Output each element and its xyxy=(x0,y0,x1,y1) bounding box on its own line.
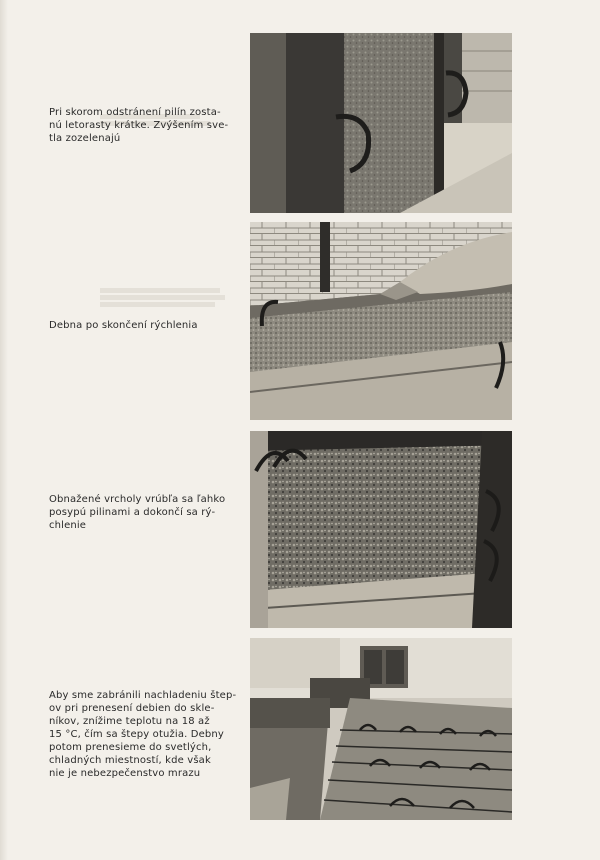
caption-line: níkov, znížime teplotu na 18 až xyxy=(49,716,210,727)
caption-line: 15 °C, čím sa štepy otužia. Debny xyxy=(49,729,224,740)
photo-box-side xyxy=(250,33,512,213)
photo-caption-4 xyxy=(49,689,237,780)
photo-caption-1 xyxy=(49,106,227,145)
caption-line: potom prenesieme do svetlých, xyxy=(49,742,212,753)
caption-line: tla zozelenajú xyxy=(49,133,121,144)
caption-line: Aby sme zabránili nachladeniu štep- xyxy=(49,690,237,701)
caption-line: ov pri prenesení debien do skle- xyxy=(49,703,215,714)
photo-caption-2 xyxy=(49,319,227,332)
photo-boxes-in-room xyxy=(250,638,512,820)
caption-line: Obnažené vrcholy vrúbľa sa ľahko xyxy=(49,494,226,505)
photo-exposed-scions xyxy=(250,431,512,628)
caption-line: Pri skorom odstránení pilín zosta- xyxy=(49,107,221,118)
page-spine-shadow xyxy=(0,0,8,860)
photo-box-after-forcing xyxy=(250,222,512,420)
caption-line: Debna po skončení rýchlenia xyxy=(49,320,198,331)
bleed-through-text xyxy=(100,286,230,309)
photo-caption-3 xyxy=(49,493,227,532)
caption-line: chladných miestností, kde však xyxy=(49,755,211,766)
caption-line: posypú pilinami a dokončí sa rý- xyxy=(49,507,216,518)
caption-line: nie je nebezpečenstvo mrazu xyxy=(49,768,201,779)
caption-line: chlenie xyxy=(49,520,87,531)
caption-line: nú letorasty krátke. Zvýšením sve- xyxy=(49,120,229,131)
